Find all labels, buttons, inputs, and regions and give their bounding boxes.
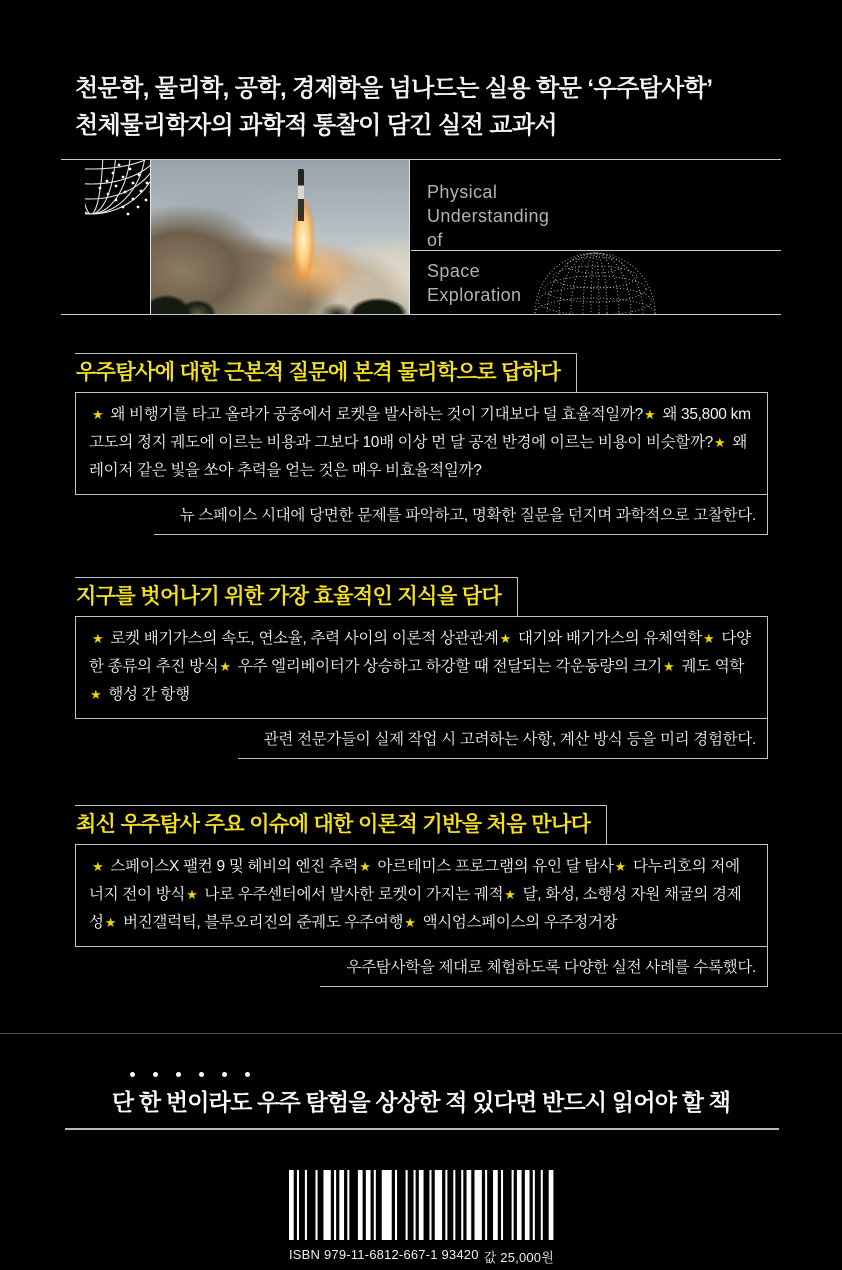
- section: [75, 353, 768, 535]
- star-bullet-icon: ★: [186, 887, 198, 902]
- wireframe-globe-icon: [85, 160, 155, 222]
- star-bullet-icon: ★: [92, 407, 104, 422]
- star-bullet-icon: ★: [90, 687, 102, 702]
- star-bullet-icon: ★: [359, 859, 371, 874]
- star-bullet-icon: ★: [614, 859, 627, 874]
- price-text: 값 25,000원: [483, 1250, 554, 1265]
- headline: [75, 70, 772, 144]
- section-footer: 관련 전문가들이 실제 작업 시 고려하는 사항, 계산 방식 등을 미리 경험한다.: [238, 719, 768, 759]
- headline-line2: 천체물리학자의 과학적 통찰이 담긴 실전 교과서: [75, 112, 558, 139]
- emphasis-dot: [153, 1072, 158, 1077]
- star-bullet-icon: ★: [104, 915, 117, 930]
- section-header-label: 최신 우주탐사 주요 이슈에 대한 이론적 기반을 처음 만나다: [76, 813, 591, 836]
- emphasis-dot: [222, 1072, 227, 1077]
- emphasis-dot: [176, 1072, 181, 1077]
- emphasis-dot: [130, 1072, 135, 1077]
- english-title-top: Physical Understanding of: [427, 182, 550, 250]
- star-bullet-icon: ★: [92, 631, 104, 646]
- tagline: 단 한 번이라도 우주 탐험을 상상한 적 있다면 반드시 읽어야 할 책: [111, 1089, 731, 1115]
- full-width-divider: [0, 1033, 842, 1034]
- back-cover-sections: [75, 353, 768, 987]
- dotted-sphere-icon: [533, 251, 657, 315]
- section-body: ★ 스페이스X 팰컨 9 및 헤비의 엔진 추력★ 아르테미스 프로그램의 유인 달 탐사★ 다누리호의 저에너지 전이 방식★ 나로 우주센터에서 발사한 로켓이 가지는 궤적★ 달, 화성, 소행성 자원 채굴의 경제성★ 버진갤럭틱, 블루오리진의 준궤도 우주여행★ 액시엄스페이스의 우주정거장: [75, 844, 768, 947]
- section-header-label: 우주탐사에 대한 근본적 질문에 본격 물리학으로 답하다: [76, 361, 561, 384]
- isbn-text: ISBN 979-11-6812-667-1 93420: [289, 1247, 479, 1262]
- section-footer: 우주탐사학을 제대로 체험하도록 다양한 실전 사례를 수록했다.: [320, 947, 768, 987]
- star-bullet-icon: ★: [219, 659, 231, 674]
- section-footer: 뉴 스페이스 시대에 당면한 문제를 파악하고, 명확한 질문을 던지며 과학적으로 고찰한다.: [154, 495, 768, 535]
- headline-line1: 천문학, 물리학, 공학, 경제학을 넘나드는 실용 학문 ‘우주탐사학’: [75, 75, 713, 102]
- star-bullet-icon: ★: [499, 631, 511, 646]
- section-header-label: 지구를 벗어나기 위한 가장 효율적인 지식을 담다: [76, 585, 502, 608]
- emphasis-dots: [130, 1072, 842, 1077]
- section-body: ★ 왜 비행기를 타고 올라가 공중에서 로켓을 발사하는 것이 기대보다 덜 효율적일까?★ 왜 35,800 km 고도의 정지 궤도에 이르는 비용과 그보다 10배 이상 먼 달 공전 반경에 이르는 비용이 비슷할까?★ 왜 레이저 같은 빛을 쏘아 추력을 얻는 것은 매우 비효율적일까?: [75, 392, 768, 495]
- cover-banner: [61, 159, 781, 315]
- star-bullet-icon: ★: [713, 435, 726, 450]
- english-title-bottom: Space Exploration: [427, 261, 522, 305]
- rocket-launch-photo: [150, 160, 410, 314]
- barcode-block: [289, 1170, 554, 1266]
- star-bullet-icon: ★: [703, 631, 715, 646]
- tagline-underline: [65, 1128, 779, 1130]
- section-header: [75, 353, 577, 392]
- section-header: [75, 577, 518, 616]
- barcode-icon: [289, 1170, 554, 1240]
- star-bullet-icon: ★: [404, 915, 416, 930]
- section-body: ★ 로켓 배기가스의 속도, 연소율, 추력 사이의 이론적 상관관계★ 대기와 배기가스의 유체역학★ 다양한 종류의 추진 방식★ 우주 엘리베이터가 상승하고 하강할 때 전달되는 각운동량의 크기★ 궤도 역학★ 행성 간 항행: [75, 616, 768, 719]
- star-bullet-icon: ★: [92, 859, 104, 874]
- tree-silhouette: [151, 288, 409, 314]
- section: [75, 805, 768, 987]
- emphasis-dot: [199, 1072, 204, 1077]
- star-bullet-icon: ★: [662, 659, 675, 674]
- section: [75, 577, 768, 759]
- rocket-icon: [298, 169, 304, 221]
- emphasis-dot: [245, 1072, 250, 1077]
- section-header: [75, 805, 607, 844]
- star-bullet-icon: ★: [643, 407, 656, 422]
- star-bullet-icon: ★: [504, 887, 516, 902]
